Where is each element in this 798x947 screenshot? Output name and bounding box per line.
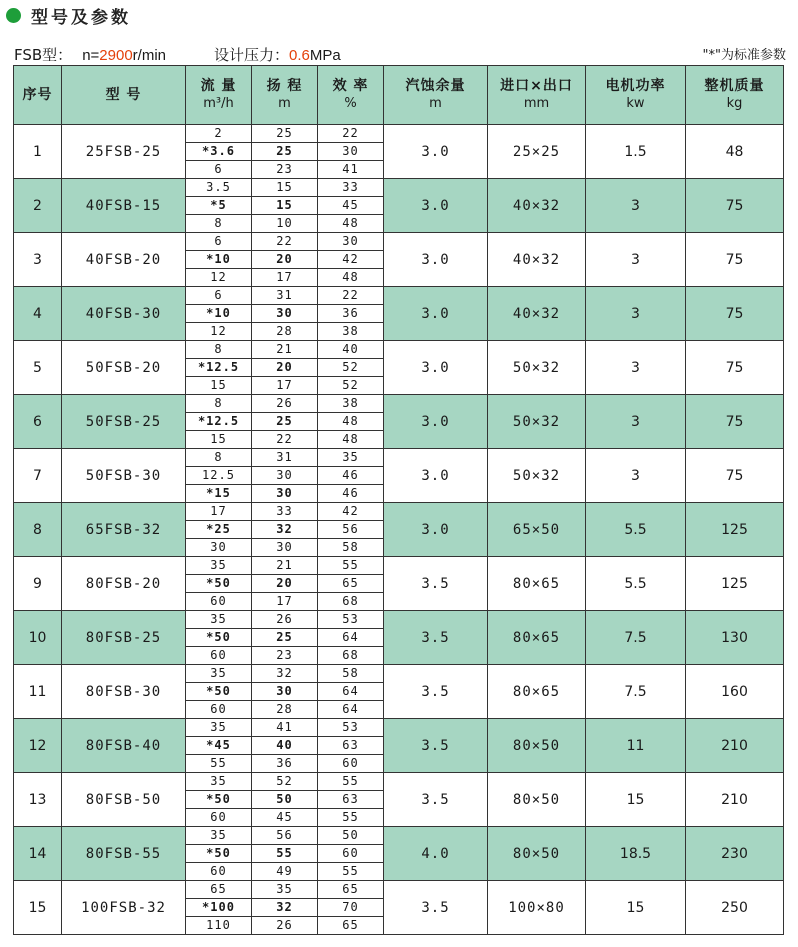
head-value: 26 <box>252 917 318 935</box>
row-number: 3 <box>14 233 62 287</box>
inlet-outlet-value: 80×65 <box>488 665 586 719</box>
mass-value: 210 <box>686 719 784 773</box>
flow-value: *25 <box>186 521 252 539</box>
row-number: 12 <box>14 719 62 773</box>
inlet-outlet-value: 50×32 <box>488 395 586 449</box>
row-number: 15 <box>14 881 62 935</box>
efficiency-value: 33 <box>318 179 384 197</box>
efficiency-value: 42 <box>318 251 384 269</box>
spec-subheader <box>14 44 794 64</box>
motor-power-value: 3 <box>586 341 686 395</box>
efficiency-value: 53 <box>318 611 384 629</box>
inlet-outlet-value: 25×25 <box>488 125 586 179</box>
npsh-value: 3.5 <box>384 665 488 719</box>
table-row <box>14 503 784 521</box>
row-number: 10 <box>14 611 62 665</box>
speed-unit: r/min <box>132 47 167 64</box>
npsh-value: 3.0 <box>384 287 488 341</box>
model-name: 80FSB-20 <box>62 557 186 611</box>
inlet-outlet-value: 100×80 <box>488 881 586 935</box>
npsh-value: 4.0 <box>384 827 488 881</box>
flow-value: *15 <box>186 485 252 503</box>
head-value: 25 <box>252 143 318 161</box>
flow-value: 15 <box>186 431 252 449</box>
table-row <box>14 395 784 413</box>
flow-value: 6 <box>186 233 252 251</box>
model-name: 80FSB-50 <box>62 773 186 827</box>
head-value: 36 <box>252 755 318 773</box>
efficiency-value: 52 <box>318 377 384 395</box>
head-value: 55 <box>252 845 318 863</box>
head-value: 15 <box>252 179 318 197</box>
head-value: 41 <box>252 719 318 737</box>
efficiency-value: 40 <box>318 341 384 359</box>
header-label: 效 率 <box>332 78 369 94</box>
flow-value: 60 <box>186 863 252 881</box>
efficiency-value: 58 <box>318 539 384 557</box>
model-name: 80FSB-40 <box>62 719 186 773</box>
npsh-value: 3.0 <box>384 395 488 449</box>
flow-value: 60 <box>186 593 252 611</box>
flow-value: 2 <box>186 125 252 143</box>
pressure-label: 设计压力： <box>214 46 290 64</box>
motor-power-value: 3 <box>586 449 686 503</box>
mass-value: 130 <box>686 611 784 665</box>
table-row <box>14 179 784 197</box>
efficiency-value: 56 <box>318 521 384 539</box>
npsh-value: 3.5 <box>384 557 488 611</box>
row-number: 7 <box>14 449 62 503</box>
inlet-outlet-value: 65×50 <box>488 503 586 557</box>
inlet-outlet-value: 80×65 <box>488 557 586 611</box>
model-name: 40FSB-15 <box>62 179 186 233</box>
section-title <box>6 4 131 26</box>
efficiency-value: 38 <box>318 323 384 341</box>
speed-prefix: n= <box>82 47 100 64</box>
row-number: 9 <box>14 557 62 611</box>
col-inlet-outlet-header <box>488 66 586 125</box>
head-value: 26 <box>252 611 318 629</box>
efficiency-value: 68 <box>318 593 384 611</box>
efficiency-value: 55 <box>318 809 384 827</box>
efficiency-value: 63 <box>318 791 384 809</box>
inlet-outlet-value: 40×32 <box>488 287 586 341</box>
efficiency-value: 53 <box>318 719 384 737</box>
head-value: 15 <box>252 197 318 215</box>
efficiency-value: 42 <box>318 503 384 521</box>
motor-power-value: 7.5 <box>586 665 686 719</box>
efficiency-value: 55 <box>318 773 384 791</box>
mass-value: 75 <box>686 341 784 395</box>
table-body <box>14 125 784 935</box>
head-value: 25 <box>252 629 318 647</box>
efficiency-value: 36 <box>318 305 384 323</box>
row-number: 1 <box>14 125 62 179</box>
motor-power-value: 11 <box>586 719 686 773</box>
bullet-dot-icon <box>6 8 21 23</box>
head-value: 26 <box>252 395 318 413</box>
mass-value: 75 <box>686 449 784 503</box>
section-title-text: 型号及参数 <box>31 7 131 28</box>
header-label: 电机功率 <box>605 78 666 94</box>
header-unit: kg <box>726 96 743 111</box>
table-row <box>14 233 784 251</box>
col-head-header <box>252 66 318 125</box>
row-number: 6 <box>14 395 62 449</box>
model-name: 50FSB-25 <box>62 395 186 449</box>
model-name: 50FSB-30 <box>62 449 186 503</box>
motor-power-value: 18.5 <box>586 827 686 881</box>
inlet-outlet-value: 80×50 <box>488 773 586 827</box>
pressure-unit: MPa <box>309 47 341 64</box>
efficiency-value: 68 <box>318 647 384 665</box>
efficiency-value: 35 <box>318 449 384 467</box>
npsh-value: 3.0 <box>384 341 488 395</box>
flow-value: 8 <box>186 449 252 467</box>
row-number: 4 <box>14 287 62 341</box>
flow-value: 35 <box>186 719 252 737</box>
model-name: 80FSB-55 <box>62 827 186 881</box>
flow-value: 35 <box>186 557 252 575</box>
row-number: 14 <box>14 827 62 881</box>
flow-value: 17 <box>186 503 252 521</box>
efficiency-value: 63 <box>318 737 384 755</box>
efficiency-value: 70 <box>318 899 384 917</box>
head-value: 32 <box>252 899 318 917</box>
efficiency-value: 46 <box>318 485 384 503</box>
col-flow-header <box>186 66 252 125</box>
header-unit: m <box>278 96 291 111</box>
flow-value: 6 <box>186 287 252 305</box>
efficiency-value: 55 <box>318 863 384 881</box>
flow-value: *50 <box>186 791 252 809</box>
inlet-outlet-value: 80×65 <box>488 611 586 665</box>
inlet-outlet-value: 80×50 <box>488 827 586 881</box>
head-value: 23 <box>252 161 318 179</box>
flow-value: 35 <box>186 665 252 683</box>
head-value: 17 <box>252 377 318 395</box>
efficiency-value: 45 <box>318 197 384 215</box>
flow-value: *50 <box>186 575 252 593</box>
flow-value: 60 <box>186 701 252 719</box>
npsh-value: 3.5 <box>384 881 488 935</box>
head-value: 28 <box>252 323 318 341</box>
head-value: 33 <box>252 503 318 521</box>
efficiency-value: 48 <box>318 431 384 449</box>
head-value: 28 <box>252 701 318 719</box>
header-label: 扬 程 <box>266 78 303 94</box>
col-efficiency-header <box>318 66 384 125</box>
flow-value: 110 <box>186 917 252 935</box>
head-value: 30 <box>252 305 318 323</box>
motor-power-value: 15 <box>586 773 686 827</box>
flow-value: 55 <box>186 755 252 773</box>
efficiency-value: 30 <box>318 233 384 251</box>
table-row <box>14 449 784 467</box>
flow-value: 12 <box>186 323 252 341</box>
col-no-header <box>14 66 62 125</box>
motor-power-value: 15 <box>586 881 686 935</box>
motor-power-value: 3 <box>586 233 686 287</box>
head-value: 17 <box>252 593 318 611</box>
col-motor-power-header <box>586 66 686 125</box>
table-row <box>14 881 784 899</box>
flow-value: 60 <box>186 647 252 665</box>
flow-value: 8 <box>186 341 252 359</box>
head-value: 20 <box>252 251 318 269</box>
model-name: 50FSB-20 <box>62 341 186 395</box>
model-name: 25FSB-25 <box>62 125 186 179</box>
efficiency-value: 50 <box>318 827 384 845</box>
spec-table <box>13 65 784 935</box>
head-value: 52 <box>252 773 318 791</box>
header-label: 型 号 <box>105 86 142 103</box>
efficiency-value: 22 <box>318 287 384 305</box>
header-unit: % <box>344 96 357 111</box>
mass-value: 75 <box>686 233 784 287</box>
head-value: 17 <box>252 269 318 287</box>
header-label: 序号 <box>22 86 53 103</box>
flow-value: 6 <box>186 161 252 179</box>
mass-value: 230 <box>686 827 784 881</box>
table-row <box>14 827 784 845</box>
head-value: 35 <box>252 881 318 899</box>
flow-value: 35 <box>186 773 252 791</box>
head-value: 21 <box>252 341 318 359</box>
table-row <box>14 611 784 629</box>
head-value: 25 <box>252 413 318 431</box>
head-value: 45 <box>252 809 318 827</box>
flow-value: 30 <box>186 539 252 557</box>
model-name: 80FSB-30 <box>62 665 186 719</box>
mass-value: 125 <box>686 557 784 611</box>
model-name: 40FSB-30 <box>62 287 186 341</box>
flow-value: *12.5 <box>186 359 252 377</box>
motor-power-value: 3 <box>586 287 686 341</box>
header-unit: kw <box>626 96 645 111</box>
npsh-value: 3.5 <box>384 773 488 827</box>
mass-value: 48 <box>686 125 784 179</box>
flow-value: 12 <box>186 269 252 287</box>
head-value: 22 <box>252 431 318 449</box>
npsh-value: 3.0 <box>384 503 488 557</box>
head-value: 32 <box>252 521 318 539</box>
head-value: 56 <box>252 827 318 845</box>
head-value: 40 <box>252 737 318 755</box>
head-value: 20 <box>252 575 318 593</box>
efficiency-value: 64 <box>318 629 384 647</box>
efficiency-value: 48 <box>318 215 384 233</box>
col-mass-header <box>686 66 784 125</box>
flow-value: *10 <box>186 305 252 323</box>
row-number: 8 <box>14 503 62 557</box>
head-value: 10 <box>252 215 318 233</box>
npsh-value: 3.0 <box>384 179 488 233</box>
head-value: 31 <box>252 287 318 305</box>
model-name: 80FSB-25 <box>62 611 186 665</box>
col-model-header <box>62 66 186 125</box>
flow-value: *10 <box>186 251 252 269</box>
motor-power-value: 3 <box>586 179 686 233</box>
efficiency-value: 48 <box>318 413 384 431</box>
model-series-label: FSB型： <box>14 46 73 64</box>
efficiency-value: 38 <box>318 395 384 413</box>
table-row <box>14 773 784 791</box>
efficiency-value: 30 <box>318 143 384 161</box>
efficiency-value: 64 <box>318 701 384 719</box>
header-label: 进口×出口 <box>500 78 573 94</box>
efficiency-value: 64 <box>318 683 384 701</box>
flow-value: 60 <box>186 809 252 827</box>
head-value: 49 <box>252 863 318 881</box>
mass-value: 75 <box>686 287 784 341</box>
flow-value: 8 <box>186 395 252 413</box>
model-name: 100FSB-32 <box>62 881 186 935</box>
table-row <box>14 719 784 737</box>
efficiency-value: 46 <box>318 467 384 485</box>
flow-value: *50 <box>186 683 252 701</box>
model-name: 40FSB-20 <box>62 233 186 287</box>
mass-value: 160 <box>686 665 784 719</box>
efficiency-value: 60 <box>318 845 384 863</box>
row-number: 2 <box>14 179 62 233</box>
flow-value: *12.5 <box>186 413 252 431</box>
head-value: 23 <box>252 647 318 665</box>
flow-value: 65 <box>186 881 252 899</box>
flow-value: 35 <box>186 827 252 845</box>
table-row <box>14 557 784 575</box>
efficiency-value: 60 <box>318 755 384 773</box>
efficiency-value: 48 <box>318 269 384 287</box>
row-number: 5 <box>14 341 62 395</box>
flow-value: *100 <box>186 899 252 917</box>
head-value: 25 <box>252 125 318 143</box>
efficiency-value: 65 <box>318 575 384 593</box>
head-value: 30 <box>252 467 318 485</box>
model-name: 65FSB-32 <box>62 503 186 557</box>
table-row <box>14 341 784 359</box>
standard-param-note: "*"为标准参数 <box>702 48 786 63</box>
mass-value: 210 <box>686 773 784 827</box>
motor-power-value: 3 <box>586 395 686 449</box>
efficiency-value: 55 <box>318 557 384 575</box>
flow-value: *50 <box>186 629 252 647</box>
npsh-value: 3.0 <box>384 125 488 179</box>
efficiency-value: 58 <box>318 665 384 683</box>
head-value: 32 <box>252 665 318 683</box>
head-value: 20 <box>252 359 318 377</box>
table-row <box>14 287 784 305</box>
flow-value: *3.6 <box>186 143 252 161</box>
mass-value: 125 <box>686 503 784 557</box>
pressure-value: 0.6 <box>289 47 310 64</box>
header-label: 汽蚀余量 <box>405 78 466 94</box>
header-unit: mm <box>523 96 550 111</box>
efficiency-value: 41 <box>318 161 384 179</box>
npsh-value: 3.0 <box>384 449 488 503</box>
motor-power-value: 5.5 <box>586 503 686 557</box>
flow-value: 3.5 <box>186 179 252 197</box>
inlet-outlet-value: 40×32 <box>488 179 586 233</box>
flow-value: 15 <box>186 377 252 395</box>
flow-value: 35 <box>186 611 252 629</box>
table-row <box>14 665 784 683</box>
header-label: 整机质量 <box>704 78 765 94</box>
head-value: 50 <box>252 791 318 809</box>
inlet-outlet-value: 40×32 <box>488 233 586 287</box>
mass-value: 75 <box>686 179 784 233</box>
efficiency-value: 52 <box>318 359 384 377</box>
head-value: 21 <box>252 557 318 575</box>
head-value: 30 <box>252 539 318 557</box>
flow-value: *50 <box>186 845 252 863</box>
inlet-outlet-value: 50×32 <box>488 449 586 503</box>
flow-value: *5 <box>186 197 252 215</box>
motor-power-value: 5.5 <box>586 557 686 611</box>
flow-value: 8 <box>186 215 252 233</box>
row-number: 11 <box>14 665 62 719</box>
header-unit: m³/h <box>203 96 234 111</box>
flow-value: *45 <box>186 737 252 755</box>
npsh-value: 3.5 <box>384 719 488 773</box>
inlet-outlet-value: 80×50 <box>488 719 586 773</box>
head-value: 30 <box>252 683 318 701</box>
table-header-row <box>14 66 784 125</box>
npsh-value: 3.5 <box>384 611 488 665</box>
mass-value: 75 <box>686 395 784 449</box>
row-number: 13 <box>14 773 62 827</box>
inlet-outlet-value: 50×32 <box>488 341 586 395</box>
head-value: 22 <box>252 233 318 251</box>
table-row <box>14 125 784 143</box>
npsh-value: 3.0 <box>384 233 488 287</box>
head-value: 30 <box>252 485 318 503</box>
header-label: 流 量 <box>200 78 237 94</box>
head-value: 31 <box>252 449 318 467</box>
flow-value: 12.5 <box>186 467 252 485</box>
col-npsh-header <box>384 66 488 125</box>
efficiency-value: 65 <box>318 917 384 935</box>
motor-power-value: 7.5 <box>586 611 686 665</box>
mass-value: 250 <box>686 881 784 935</box>
header-unit: m <box>429 96 442 111</box>
efficiency-value: 65 <box>318 881 384 899</box>
speed-value: 2900 <box>99 47 133 64</box>
efficiency-value: 22 <box>318 125 384 143</box>
motor-power-value: 1.5 <box>586 125 686 179</box>
